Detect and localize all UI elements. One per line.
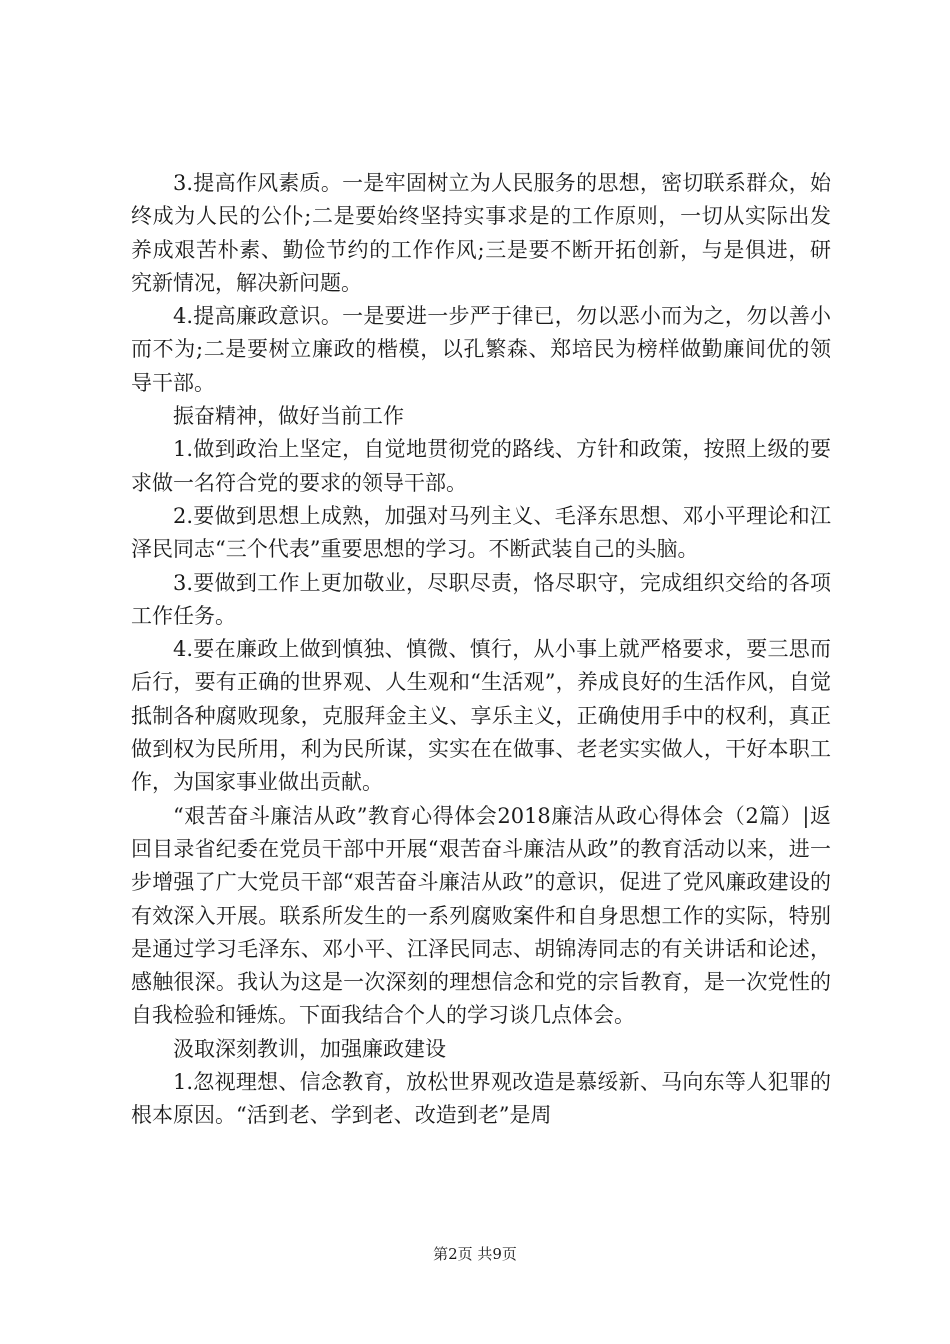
paragraph: 4.要在廉政上做到慎独、慎微、慎行，从小事上就严格要求，要三思而后行，要有正确的世界观、人生观和“生活观”，养成良好的生活作风，自觉抵制各种腐败现象，克服拜金主义、享乐主义，正确使用手中的权利，真正做到权为民所用，利为民所谋，实实在在做事、老老实实做人，干好本职工作，为国家事业做出贡献。 (131, 637, 831, 795)
page-footer: 第2页 共9页 (433, 1245, 517, 1263)
section-heading: 振奋精神，做好当前工作 (173, 404, 404, 429)
document-body (131, 167, 831, 1133)
paragraph: “艰苦奋斗廉洁从政”教育心得体会2018廉洁从政心得体会（2篇）|返回目录省纪委在党员干部中开展“艰苦奋斗廉洁从政”的教育活动以来，进一步增强了广大党员干部“艰苦奋斗廉洁从政”的意识，促进了党风廉政建设的有效深入开展。联系所发生的一系列腐败案件和自身思想工作的实际，特别是通过学习毛泽东、邓小平、江泽民同志、胡锦涛同志的有关讲话和论述，感触很深。我认为这是一次深刻的理想信念和党的宗旨教育，是一次党性的自我检验和锤炼。下面我结合个人的学习谈几点体会。 (131, 803, 831, 1028)
paragraph: 1.做到政治上坚定，自觉地贯彻党的路线、方针和政策，按照上级的要求做一名符合党的要求的领导干部。 (131, 437, 831, 495)
paragraph: 3.要做到工作上更加敬业，尽职尽责，恪尽职守，完成组织交给的各项工作任务。 (131, 570, 831, 628)
section-heading: 汲取深刻教训，加强廉政建设 (173, 1036, 446, 1061)
paragraph: 3.提高作风素质。一是牢固树立为人民服务的思想，密切联系群众，始终成为人民的公仆;二是要始终坚持实事求是的工作原则，一切从实际出发养成艰苦朴素、勤俭节约的工作作风;三是要不断开拓创新，与是俱进，研究新情况，解决新问题。 (131, 171, 831, 295)
paragraph: 2.要做到思想上成熟，加强对马列主义、毛泽东思想、邓小平理论和江泽民同志“三个代表”重要思想的学习。不断武装自己的头脑。 (131, 503, 831, 562)
paragraph: 4.提高廉政意识。一是要进一步严于律已，勿以恶小而为之，勿以善小而不为;二是要树立廉政的楷模，以孔繁森、郑培民为榜样做勤廉间优的领导干部。 (131, 304, 831, 395)
paragraph: 1.忽视理想、信念教育，放松世界观改造是慕绥新、马向东等人犯罪的根本原因。“活到老、学到老、改造到老”是周 (131, 1070, 831, 1128)
